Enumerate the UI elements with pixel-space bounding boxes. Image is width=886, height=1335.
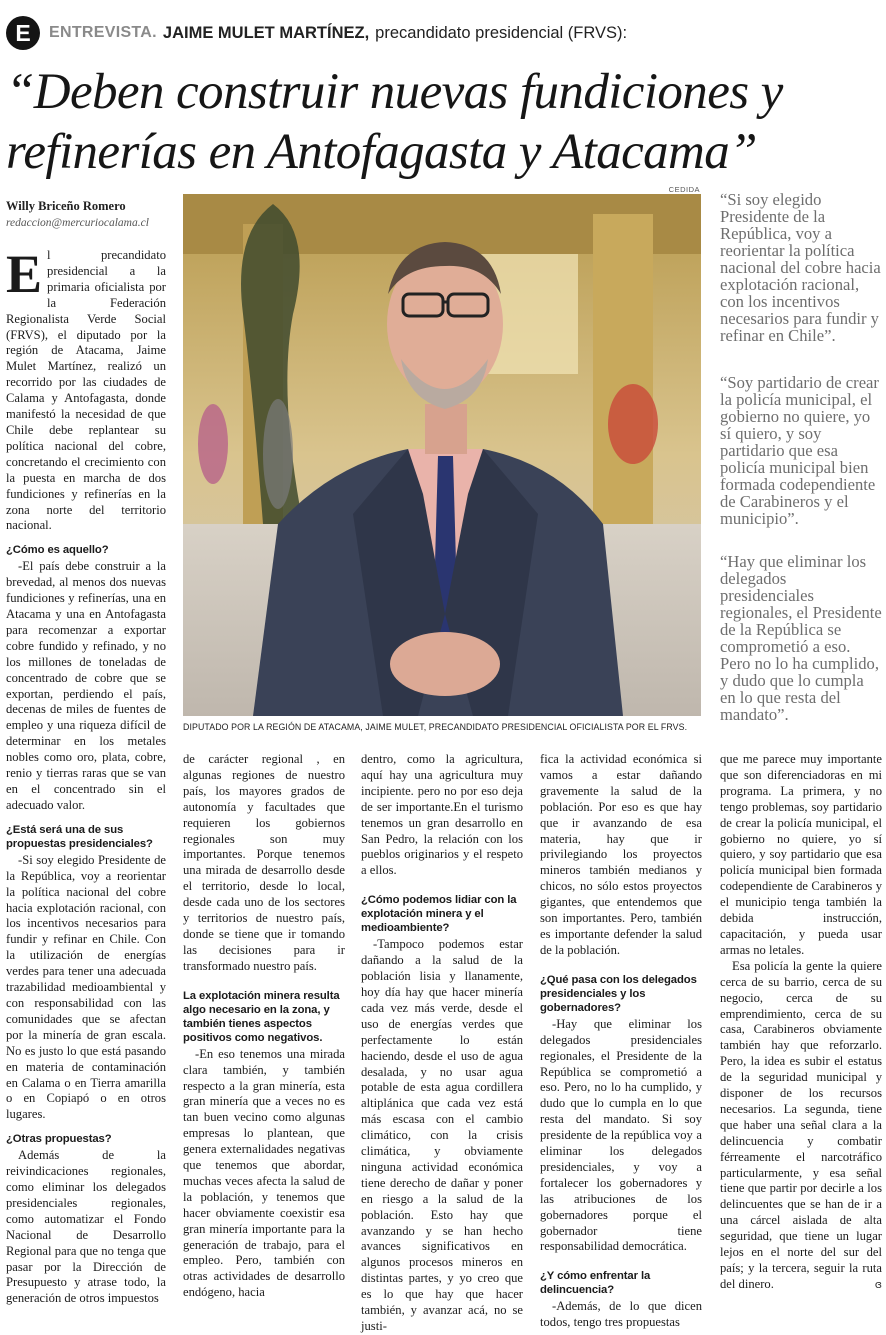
section-logo-icon: E [6,16,40,50]
photo-caption: DIPUTADO POR LA REGIÓN DE ATACAMA, JAIME MULET, PRECANDIDATO PRESIDENCIAL OFICIALISTA POR EL FRVS. [183,722,688,732]
question-1: ¿Cómo es aquello? [6,544,109,557]
answer-4-part-1: -En eso tenemos una mirada clara también, y también respecto a la gran minería, esta gran minería que a veces no es tan buen vecino como algunas empresas lo plantean, que genera externalidades negativas que tenemos que abordar, muchas veces afecta la salud de la población, y tenemos que hacer obviamente coexistir esa gran minería importante para la generación de trabajo, para el empleo. Pero, también con otras actividades de desarrollo endógeno, hacia [183,1046,345,1300]
answer-4-part-2: dentro, como la agricultura, aquí hay una agricultura muy incipiente. pero no por eso deja de ser importante.En el turismo tenemos un gran desarrollo en San Pedro, la relación con los pueblos originarios y el respeto a ellos. [361,752,523,878]
article-lead [6,244,166,534]
kicker-name: JAIME MULET MARTÍNEZ, [162,23,370,42]
answer-7-part-2: que me parece muy importante que son diferenciadoras en mi programa. La primera, y no tengo problemas, soy partidario de crear la policía municipal, el gobierno no quiere, yo sí quiero, y soy partidario que esa policía municipal bien formada codependiente de Carabineros y el municipio tenga también la debida instrucción, capacitación, y pueda usar armas no letales. [720,752,882,957]
answer-3-part-2: de carácter regional , en algunas regiones de nuestro país, los mayores grados de autonomía y facultades que requieren los gobiernos regionales son muy importantes. Porque tenemos una mirada de desarrollo desde el territorio, desde lo local, desde cada uno de los sectores y territorios de nuestro país, donde se tiene que ir tomando las decisiones para ir transformado nuestro país. [183,752,345,973]
portrait-illustration [183,194,701,716]
answer-2: -Si soy elegido Presidente de la República, voy a reorientar la política nacional del cobre hacia explotación racional, con los incentivos necesarios para fundir y refinar en Chile. Con la utilización de energías verdes para tener una adecuada trazabilidad medioambiental y con responsabilidad con las comunidades que se afectan por la minería de gran escala. No es justo lo que está pasando en materia de contaminación en Calama o en Tierra amarilla o en Copiapó o en otros lugares. [6,852,166,1122]
article-column-3 [361,752,523,1333]
answer-7-part-3 [720,959,882,1293]
question-7: ¿Y cómo enfrentar la delincuencia? [540,1270,651,1297]
byline-author: Willy Briceño Romero [6,199,126,213]
kicker [6,16,627,50]
kicker-section: ENTREVISTA. [49,24,157,41]
pull-quote-3: “Hay que eliminar los delegados presidenciales regionales, el Presidente de la República se comprometió a eso. Pero no lo ha cumplido, y dudo que lo cumpla en lo que resta del mandato”. [720,552,882,724]
photo-credit: CEDIDA [668,185,700,194]
byline-email[interactable]: redaccion@mercuriocalama.cl [6,217,149,229]
kicker-role: precandidato presidencial (FRVS): [375,23,628,42]
portrait-photo [183,194,701,716]
article-column-4 [540,752,702,1330]
answer-7-part-1: -Además, de lo que dicen todos, tengo tres propuestas [540,1299,702,1330]
question-3: ¿Otras propuestas? [6,1133,112,1146]
question-4: La explotación minera resulta algo necesario en la zona, y también tienes aspectos positivos como negativos. [183,989,340,1044]
answer-7-part-3-text: Esa policía la gente la quiere cerca de su barrio, cerca de su negocio, cerca de su emprendimiento, cerca de su casa, Carabineros obviamente también hay que reforzarlo. Pero, la idea es subir el estatus de la seguridad municipal y disponer de los recursos necesarios. La segunda, tiene que haber una señal clara a la delincuencia y combatir férreamente el narcotráfico particularmente, y esa señal tiene que partir por decirle a los delincuentes que se han de ir a una cárcel aislada de alta seguridad, que tiene un lugar lejos en el norte del sur del país; y la tercera, seguir la ruta del dinero. [720,958,882,1291]
article-column-1 [6,244,166,1314]
answer-5-part-2: fica la actividad económica si vamos a estar dañando gravemente la salud de la población. Por eso es que hay que ir avanzando de esa materia, hay que ir privilegiando los proyectos mineros también medianos y chicos, no sólo estos proyectos gigantes, que entendemos que son importantes. Pero, también es importante defender la salud de la población. [540,752,702,957]
pull-quote-1: “Si soy elegido Presidente de la República, voy a reorientar la política nacional del cobre hacia explotación racional, con los incentivos necesarios para fundir y refinar en Chile”. [720,190,881,345]
answer-6: -Hay que eliminar los delegados presidenciales regionales, el Presidente de la República se comprometió a eso. Pero, no lo ha cumplido, y dudo que lo cumpla en lo que resta del mandato. Si soy presidente de la república voy a eliminar los delegados presidenciales, y voy a fortalecer los gobernadores y las atribuciones de los gobernadores porque el gobernador tiene responsabilidad democrática. [540,1016,702,1254]
end-mark-icon: ɞ [874,1277,882,1291]
pull-quote-2: “Soy partidario de crear la policía municipal, el gobierno no quiere, yo sí quiero, y soy partidario que esa policía municipal bien formada codependiente de Carabineros y el municipio”. [720,373,879,528]
answer-3-part-1: Además de la reivindicaciones regionales, como eliminar los delegados presidenciales regionales, como automatizar el Fondo Nacional de Desarrollo Regional para que no tenga que pasar por la Dirección de Presupuesto y atrase todo, la generación de otros impuestos [6,1148,166,1306]
headline-line-1: “Deben construir nuevas fundiciones y [6,64,783,120]
question-6: ¿Qué pasa con los delegados presidenciales y los gobernadores? [540,973,697,1014]
answer-1: -El país debe construir a la brevedad, al menos dos nuevas fundiciones y refinerías, una en Atacama y una en Antofagasta para recomenzar a exportar cobre fundido y refinado, y no los millones de toneladas de concentrado de cobre que se exportan, perdiendo el país, decenas de miles de fuentes de empleo y una riqueza difícil de determinar en los metales nobles como oro, plata, cobre, renio y tierras raras que se van en el concentrado sin el adecuado valor. [6,559,166,812]
question-2: ¿Está será una de sus propuestas presidenciales? [6,823,153,850]
article-column-2 [183,752,345,1314]
headline [6,62,882,182]
article-column-5 [720,752,882,1314]
lead-text: l precandidato presidencial a la primaria oficialista por la Federación Regionalista Verde Social (FRVS), el diputado por la región de Atacama, Jaime Mulet Martínez, realizó un recorrido por las ciudades de Calama y Antofagasta, donde manifestó la necesidad de que Chile debe replantear su política nacional del cobre, concretando el crecimiento con la puesta en marcha de dos fundiciones y refinerías en la zona norte del territorio nacional. [6,248,166,533]
question-5: ¿Cómo podemos lidiar con la explotación minera y el medioambiente? [361,894,517,935]
answer-5-part-1: -Tampoco podemos estar dañando a la salud de la población lisia y llanamente, hoy día hay que hacer minería cada vez más verde, desde el uso de energías verdes que perfectamente lo están haciendo, desde el uso de agua desalada, y no usar agua potable de esta agua cordillera altiplánica que cada vez está más escasa con el cambio climático, con la crisis climática, y obviamente ninguna actividad económica tiene derecho de dañar y poner en riesgo a la salud de la población. Esto hay que avanzando y se han hecho avances significativos en algunos procesos mineros en distintas partes, y yo creo que es lo que hay que hacer también, y avanzar acá, no se justi- [361,937,523,1333]
headline-line-2: refinerías en Antofagasta y Atacama” [6,124,757,180]
dropcap: E [6,244,43,304]
